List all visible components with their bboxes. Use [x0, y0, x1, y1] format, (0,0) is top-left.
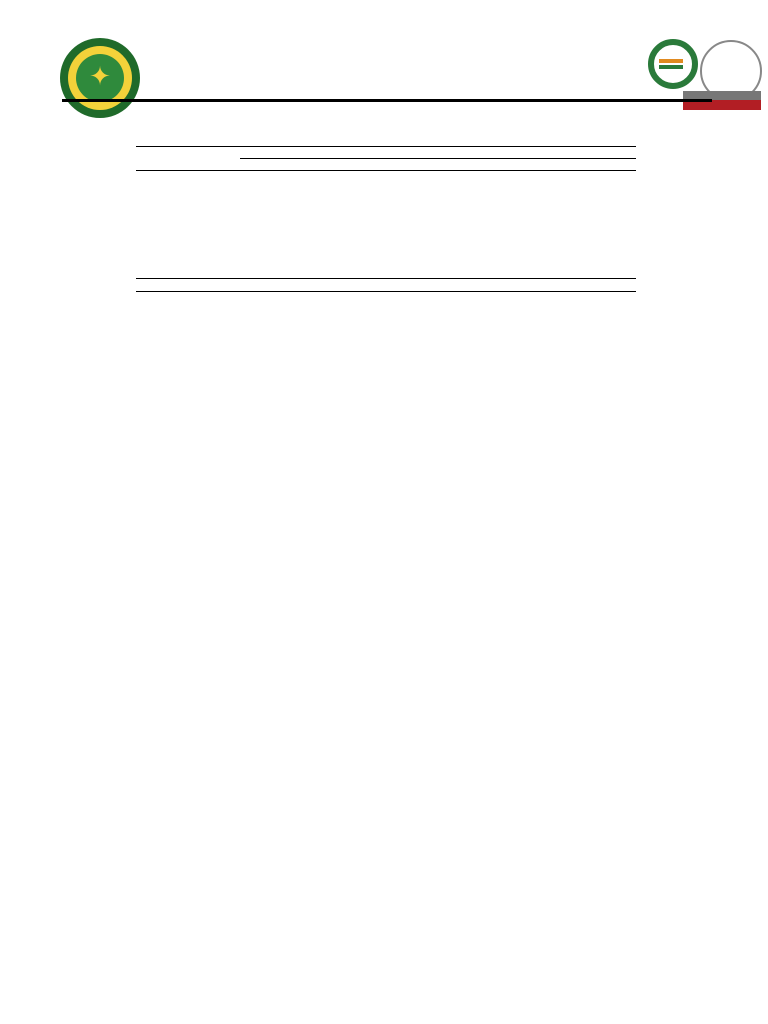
chart-rule-bottom	[136, 278, 636, 279]
chart-rule-header	[136, 170, 636, 171]
certification-logo	[643, 39, 707, 89]
chart-rule-mid	[240, 158, 636, 159]
chart-rule-top	[136, 146, 636, 147]
chart-rule-footer	[136, 291, 636, 292]
university-seal-logo	[60, 38, 140, 118]
seal-emblem-icon: ✦	[89, 61, 111, 91]
header-divider	[62, 99, 712, 102]
